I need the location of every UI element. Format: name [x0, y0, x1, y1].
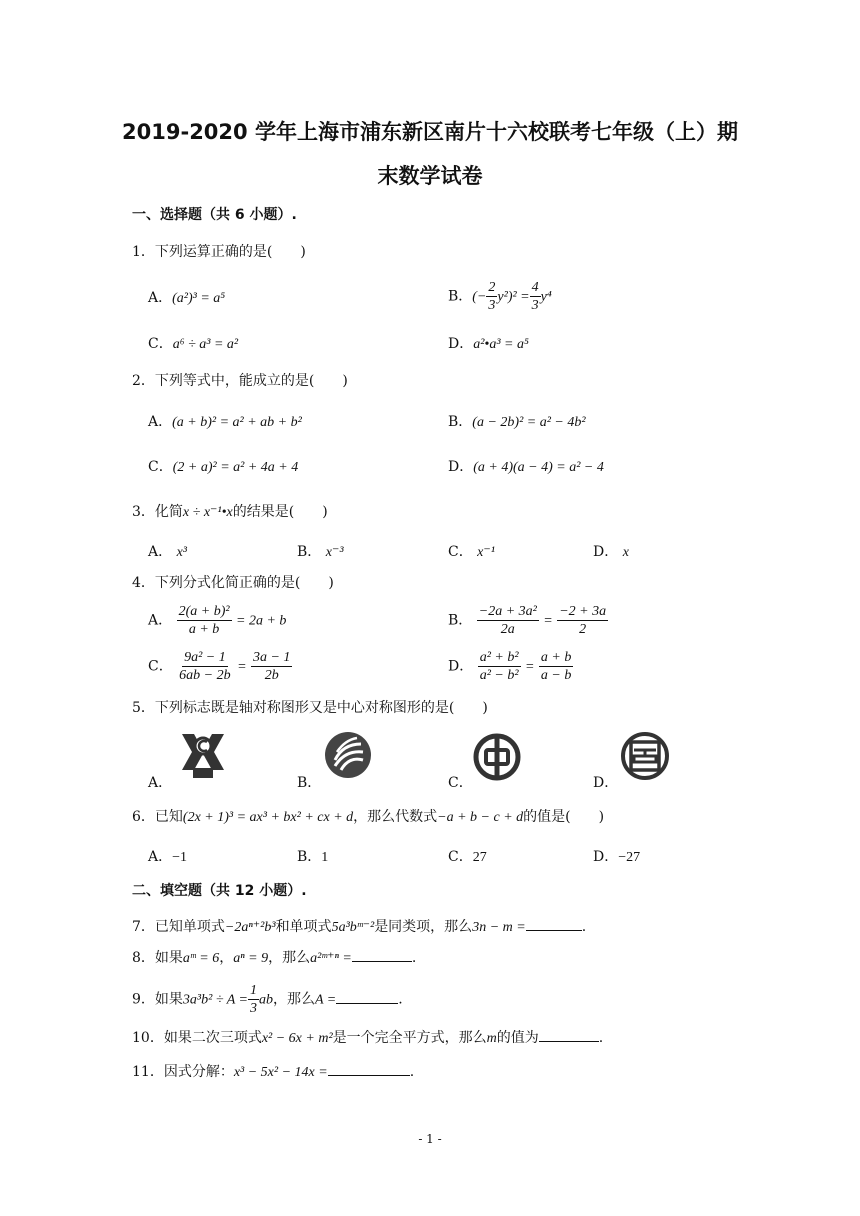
fraction: $\frac{\text{−2a + 3a²}}{2a}$: [478, 604, 537, 637]
option-label: C．: [448, 544, 473, 560]
section-heading-fill-blank: 二、填空题（共 12 小题）.: [132, 883, 307, 899]
q1-option-d: [448, 333, 529, 353]
option-label: B．: [448, 414, 473, 430]
question-8: [132, 947, 416, 967]
stem-expression: −a + b − c + d: [437, 810, 524, 825]
question-2-stem: 2．下列等式中，能成立的是( ): [132, 373, 348, 389]
option-label: B．: [448, 288, 473, 305]
stem-text: .: [409, 1064, 415, 1080]
question-6-stem: [132, 806, 604, 826]
option-label: A．: [148, 612, 173, 629]
q5-option-a-label: A．: [148, 775, 173, 791]
option-value: 1: [321, 850, 329, 865]
q1-option-a: [148, 287, 225, 307]
stem-text: 的值是( ): [523, 809, 605, 825]
option-expression: x: [622, 545, 629, 560]
fraction: $\frac{1}{3}$: [250, 983, 257, 1016]
option-label: D．: [448, 459, 474, 475]
icbc-logo-icon: [620, 731, 670, 781]
stem-text: .: [411, 950, 417, 966]
stem-text: 8．如果: [132, 950, 183, 966]
q4-option-c: [148, 649, 292, 684]
question-7: [132, 916, 586, 936]
stem-text: 的结果是( ): [232, 504, 328, 520]
stem-expression: aᵐ = 6: [182, 951, 220, 966]
stem-text: ，那么: [273, 991, 315, 1008]
q2-option-b: [448, 411, 586, 431]
stem-expression: A =: [315, 992, 337, 1008]
option-label: D．: [593, 544, 619, 560]
stem-text: .: [598, 1030, 604, 1046]
stem-expression: a²ᵐ⁺ⁿ =: [310, 951, 352, 966]
fraction: $\frac{4}{3}$: [531, 280, 539, 313]
stem-text: 10．如果二次三项式: [132, 1030, 262, 1046]
q1-option-b: [448, 279, 552, 314]
stem-text: 是同类项，那么: [374, 919, 473, 935]
option-expression: (a²)³ = a⁵: [172, 291, 226, 306]
answer-blank[interactable]: [352, 961, 412, 962]
question-10: [132, 1027, 603, 1047]
q5-option-c-label: C．: [448, 775, 473, 791]
q3-option-a: [148, 541, 187, 561]
option-value: −27: [618, 850, 641, 865]
fraction: $\frac{\text{9a² − 1}}{6ab - 2b}$: [179, 650, 231, 683]
q4-option-b: [448, 603, 608, 638]
answer-blank[interactable]: [526, 930, 582, 931]
option-expression: = 2a + b: [236, 613, 287, 629]
q6-option-b: [297, 846, 328, 866]
q4-option-d: [448, 649, 573, 684]
q2-option-a: [148, 411, 302, 431]
q6-option-d: [593, 846, 640, 866]
stem-expression: 5a³bᵐ⁻²: [331, 920, 375, 935]
stem-expression: −2aⁿ⁺²b³: [224, 920, 276, 935]
option-label: A．: [148, 290, 173, 306]
option-label: B．: [448, 612, 473, 629]
q3-option-c: [448, 541, 495, 561]
page-number: - 1 -: [418, 1132, 442, 1146]
answer-blank[interactable]: [539, 1041, 599, 1042]
expr-part: y²)² =: [497, 289, 530, 305]
q2-option-c: [148, 456, 298, 476]
option-value: −1: [172, 850, 188, 865]
q4-option-a: [148, 603, 286, 638]
q3-option-b: [297, 541, 344, 561]
stem-text: 和单项式: [275, 919, 332, 935]
option-label: D．: [448, 658, 474, 675]
option-expression: (a − 2b)² = a² − 4b²: [472, 415, 586, 430]
option-expression: (a + 4)(a − 4) = a² − 4: [473, 460, 604, 475]
stem-text: ，: [219, 950, 234, 966]
equals-sign: =: [524, 659, 535, 675]
option-expression: a⁶ ÷ a³ = a²: [172, 337, 239, 352]
bank-of-china-logo-icon: [473, 733, 521, 781]
page-title-line2: 末数学试卷: [377, 164, 483, 188]
option-label: C．: [148, 459, 173, 475]
question-3-stem: [132, 501, 328, 521]
q5-option-d-label: D．: [593, 775, 619, 791]
stem-expression: m: [486, 1031, 497, 1046]
equals-sign: =: [543, 613, 553, 629]
option-label: B．: [297, 544, 322, 560]
stem-expression: (2x + 1)³ = ax³ + bx² + cx + d: [182, 810, 354, 825]
option-label: A．: [148, 544, 173, 560]
option-label: A．: [148, 849, 173, 865]
stem-text: 9．如果: [132, 991, 183, 1008]
expr-part: (−: [472, 289, 487, 305]
stem-text: 11．因式分解：: [132, 1064, 234, 1080]
option-expression: (a + b)² = a² + ab + b²: [172, 415, 302, 430]
stem-text: 3．化简: [132, 504, 183, 520]
option-expression: x⁻¹: [477, 545, 495, 560]
q6-option-c: [448, 846, 487, 866]
question-4-stem: 4．下列分式化简正确的是( ): [132, 575, 334, 591]
stem-expression: ab: [259, 992, 273, 1008]
stem-expression: 3n − m =: [472, 920, 526, 935]
fraction: $\frac{2}{3}$: [488, 280, 496, 313]
option-expression: a²•a³ = a⁵: [473, 337, 529, 352]
fraction: $\frac{-2 + 3a}{2}$: [559, 604, 607, 637]
stem-text: 7．已知单项式: [132, 919, 225, 935]
question-1-stem: 1．下列运算正确的是( ): [132, 244, 306, 260]
option-label: C．: [448, 849, 473, 865]
stem-text: .: [398, 991, 403, 1008]
option-label: A．: [148, 414, 173, 430]
stem-text: 的值为: [496, 1030, 539, 1046]
question-9: [132, 982, 403, 1017]
stem-expression: x ÷ x⁻¹•x: [182, 505, 233, 520]
question-5-stem: 5．下列标志既是轴对称图形又是中心对称图形的是( ): [132, 700, 488, 716]
equals-sign: =: [237, 659, 247, 675]
fraction: $\frac{\text{a² + b²}}{\text{a² − b²}}$: [479, 650, 519, 683]
stem-text: 是一个完全平方式，那么: [332, 1030, 487, 1046]
page-title-line1: 2019-2020 学年上海市浦东新区南片十六校联考七年级（上）期: [122, 120, 738, 144]
bank-logo-icon: [176, 730, 230, 780]
option-label: B．: [297, 849, 322, 865]
stem-text: 6．已知: [132, 809, 183, 825]
stem-text: ，那么: [268, 950, 311, 966]
option-expression: x⁻³: [325, 545, 344, 560]
question-11: [132, 1061, 414, 1081]
option-label: D．: [593, 849, 619, 865]
stem-text: ，那么代数式: [353, 809, 438, 825]
expr-part: y⁴: [540, 289, 552, 305]
fraction: $\frac{3a - 1}{2b}$: [252, 650, 291, 683]
fraction: $\frac{a + b}{a - b}$: [540, 650, 572, 683]
q2-option-d: [448, 456, 604, 476]
option-label: C．: [148, 336, 173, 352]
option-label: D．: [448, 336, 474, 352]
fraction: $\frac{\text{2(a + b)²}}{a + b}$: [178, 604, 230, 637]
stem-expression: x³ − 5x² − 14x =: [233, 1065, 328, 1080]
q5-option-b-label: B．: [297, 775, 322, 791]
option-expression: x³: [176, 545, 187, 560]
stem-text: .: [581, 919, 587, 935]
stem-expression: 3a³b² ÷ A =: [182, 992, 248, 1008]
mobile-logo-icon: [323, 730, 373, 780]
option-label: C．: [148, 658, 173, 675]
section-heading-choice: 一、选择题（共 6 小题）.: [132, 207, 297, 223]
answer-blank[interactable]: [336, 1003, 398, 1004]
q1-option-c: [148, 333, 238, 353]
answer-blank[interactable]: [328, 1075, 410, 1076]
q6-option-a: [148, 846, 187, 866]
option-value: 27: [472, 850, 487, 865]
q3-option-d: [593, 541, 629, 561]
stem-expression: aⁿ = 9: [233, 951, 269, 966]
stem-expression: x² − 6x + m²: [261, 1031, 333, 1046]
option-expression: (2 + a)² = a² + 4a + 4: [172, 460, 299, 475]
